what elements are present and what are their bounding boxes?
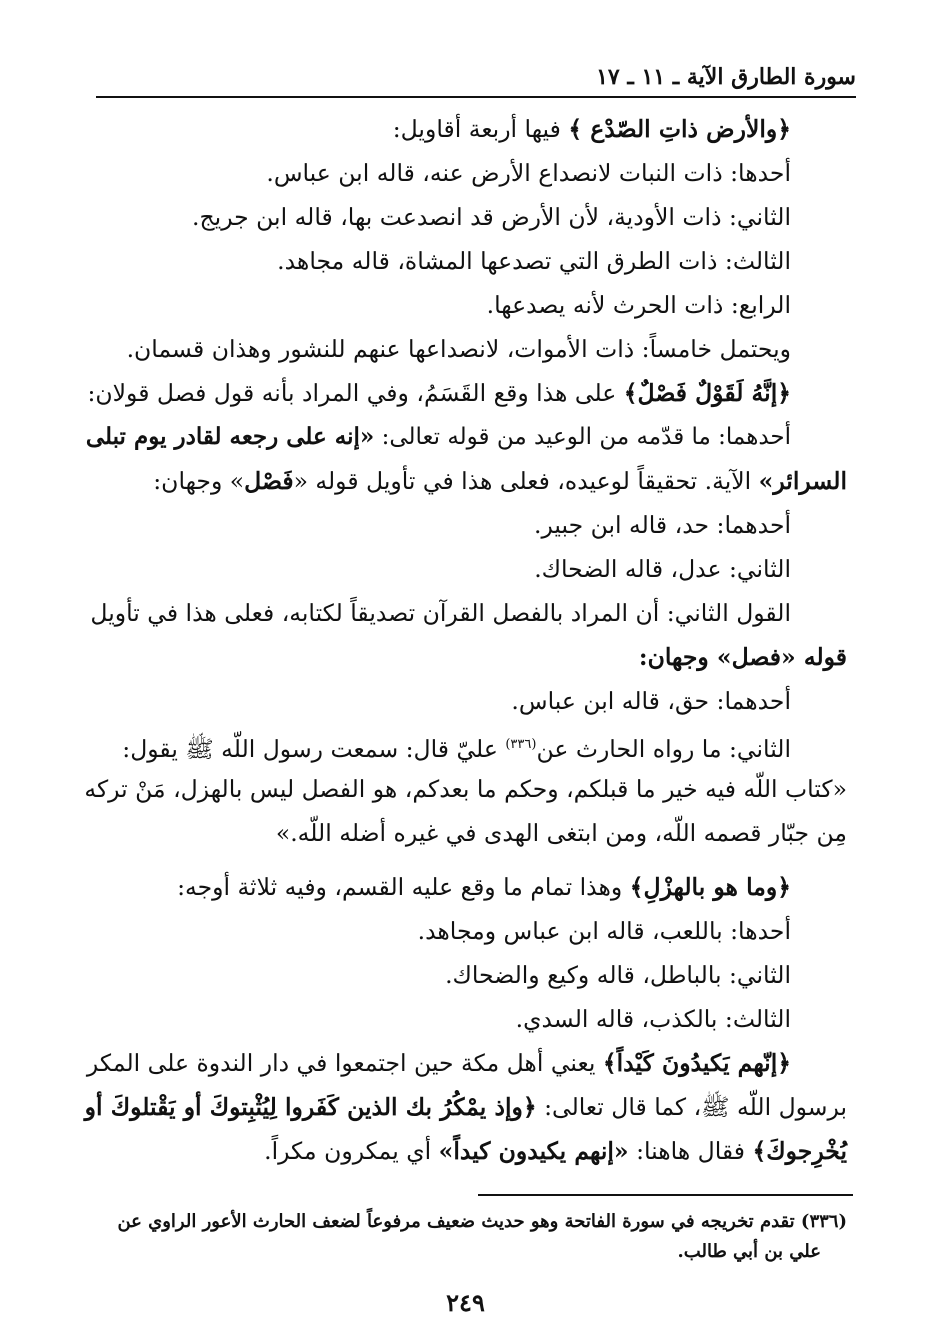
quran-verse: «إنه على رجعه لقادر يوم تبلى [85, 423, 375, 450]
text-line [192, 200, 791, 234]
text-line [277, 244, 791, 278]
page-number: ٢٤٩ [446, 1288, 485, 1317]
text-run: أحدها: باللعب، قاله ابن عباس ومجاهد. [417, 917, 791, 945]
text-line [177, 870, 791, 904]
footnote-line: علي بن أبي طالب. [677, 1241, 821, 1262]
text-run: فقال هاهنا: [628, 1137, 753, 1165]
footnote-line: (٣٣٦) تقدم تخريجه في سورة الفاتحة وهو حديث ضعيف مرفوعاً لضعف الحارث الأعور الراوي عن [117, 1211, 847, 1232]
text-line [393, 112, 791, 146]
text-line [445, 958, 791, 992]
quran-verse: ﴿والأرض ذاتِ الصّدْع ﴾ [568, 115, 791, 143]
text-line [639, 640, 847, 674]
text-run: أحدهما: حد، قاله ابن جبير. [533, 511, 791, 539]
text-run: «كتاب اللّه فيه خير ما قبلكم، وحكم ما بعدكم، هو الفصل ليس بالهزل، مَنْ تركه [84, 775, 847, 803]
text-run: عليّ قال: سمعت رسول اللّه ﷺ يقول: [122, 734, 506, 763]
text-line [127, 332, 791, 366]
text-run: مِن جبّار قصمه اللّه، ومن ابتغى الهدى في غيره أضله اللّه.» [275, 819, 847, 847]
text-run: قوله «فصل» وجهان: [638, 643, 847, 671]
text-run: على هذا وقع القَسَمُ، وفي المراد بأنه قول فصل قولان: [87, 379, 624, 407]
running-header-title: سورة الطارق الآية ـ ١١ ـ ١٧ [596, 64, 856, 90]
quran-verse: ﴿إنّهم يَكيدُونَ كَيْداً﴾ [602, 1049, 791, 1077]
text-line [418, 914, 791, 948]
text-run: » وجهان: [153, 467, 245, 495]
text-line [487, 288, 791, 322]
text-line [90, 596, 791, 630]
text-run: أحدهما: ما قدّمه من الوعيد من قوله تعالى: [374, 424, 791, 450]
quran-verse: ﴿وما هو بالهزْلِ﴾ [629, 873, 791, 901]
text-line [511, 684, 791, 718]
text-line [87, 1046, 791, 1080]
text-run: القول الثاني: أن المراد بالفصل القرآن تصديقاً لكتابه، فعلى هذا في تأويل [90, 599, 791, 627]
running-header [96, 52, 856, 98]
text-run: الثاني: ما رواه الحارث عن [536, 734, 791, 763]
text-line [266, 156, 791, 190]
text-line [153, 464, 847, 498]
quran-verse: يُخْرِجوكَ﴾ [752, 1137, 847, 1165]
text-run: أحدها: ذات النبات لانصداع الأرض عنه، قاله ابن عباس. [266, 159, 791, 187]
text-line [534, 508, 791, 542]
quran-verse: ﴿إنَّهُ لَقَوْلٌ فَصْلٌ﴾ [623, 379, 791, 407]
text-line [516, 1002, 791, 1036]
text-run: الثالث: بالكذب، قاله السدي. [515, 1005, 791, 1033]
footnote-ref: (٣٣٦) [505, 737, 537, 752]
text-run: أي يمكرون مكراً. [264, 1137, 439, 1165]
text-line [84, 772, 847, 806]
text-line [87, 376, 791, 410]
text-run: ويحتمل خامساً: ذات الأموات، لانصداعها عنهم للنشور وهذان قسمان. [126, 335, 791, 363]
text-run: الثاني: عدل، قاله الضحاك. [534, 555, 791, 583]
text-run: الثاني: بالباطل، قاله وكيع والضحاك. [445, 961, 791, 989]
text-run: الثاني: ذات الأودية، لأن الأرض قد انصدعت بها، قاله ابن جريج. [192, 203, 791, 231]
footnote-separator [478, 1194, 853, 1196]
text-line [86, 420, 791, 454]
text-run: وهذا تمام ما وقع عليه القسم، وفيه ثلاثة أوجه: [177, 873, 630, 901]
text-run: يعني أهل مكة حين اجتمعوا في دار الندوة على المكر [86, 1049, 603, 1077]
text-line [264, 1134, 847, 1168]
quran-verse: السرائر» [758, 467, 847, 495]
text-line [276, 816, 847, 850]
text-run: الرابع: ذات الحرث لأنه يصدعها. [486, 291, 791, 319]
text-run: فيها أربعة أقاويل: [392, 115, 569, 143]
text-run: الآية. تحقيقاً لوعيده، فعلى هذا في تأويل قوله « [293, 467, 759, 495]
quran-word: فَصْل [244, 467, 294, 495]
text-line [534, 552, 791, 586]
quran-verse: ﴿وإذ يمْكُرُ بك الذين كَفَروا لِيُثْبِتوكَ أو يَقْتلوكَ أو [84, 1093, 537, 1121]
text-line [85, 1090, 847, 1124]
text-run: الثالث: ذات الطرق التي تصدعها المشاة، قاله مجاهد. [277, 247, 791, 275]
quran-verse: «إنهم يكيدون كيداً» [438, 1137, 629, 1165]
text-line [122, 728, 791, 766]
text-run: أحدهما: حق، قاله ابن عباس. [511, 687, 791, 715]
text-run: برسول اللّه ﷺ، كما قال تعالى: [536, 1093, 847, 1121]
